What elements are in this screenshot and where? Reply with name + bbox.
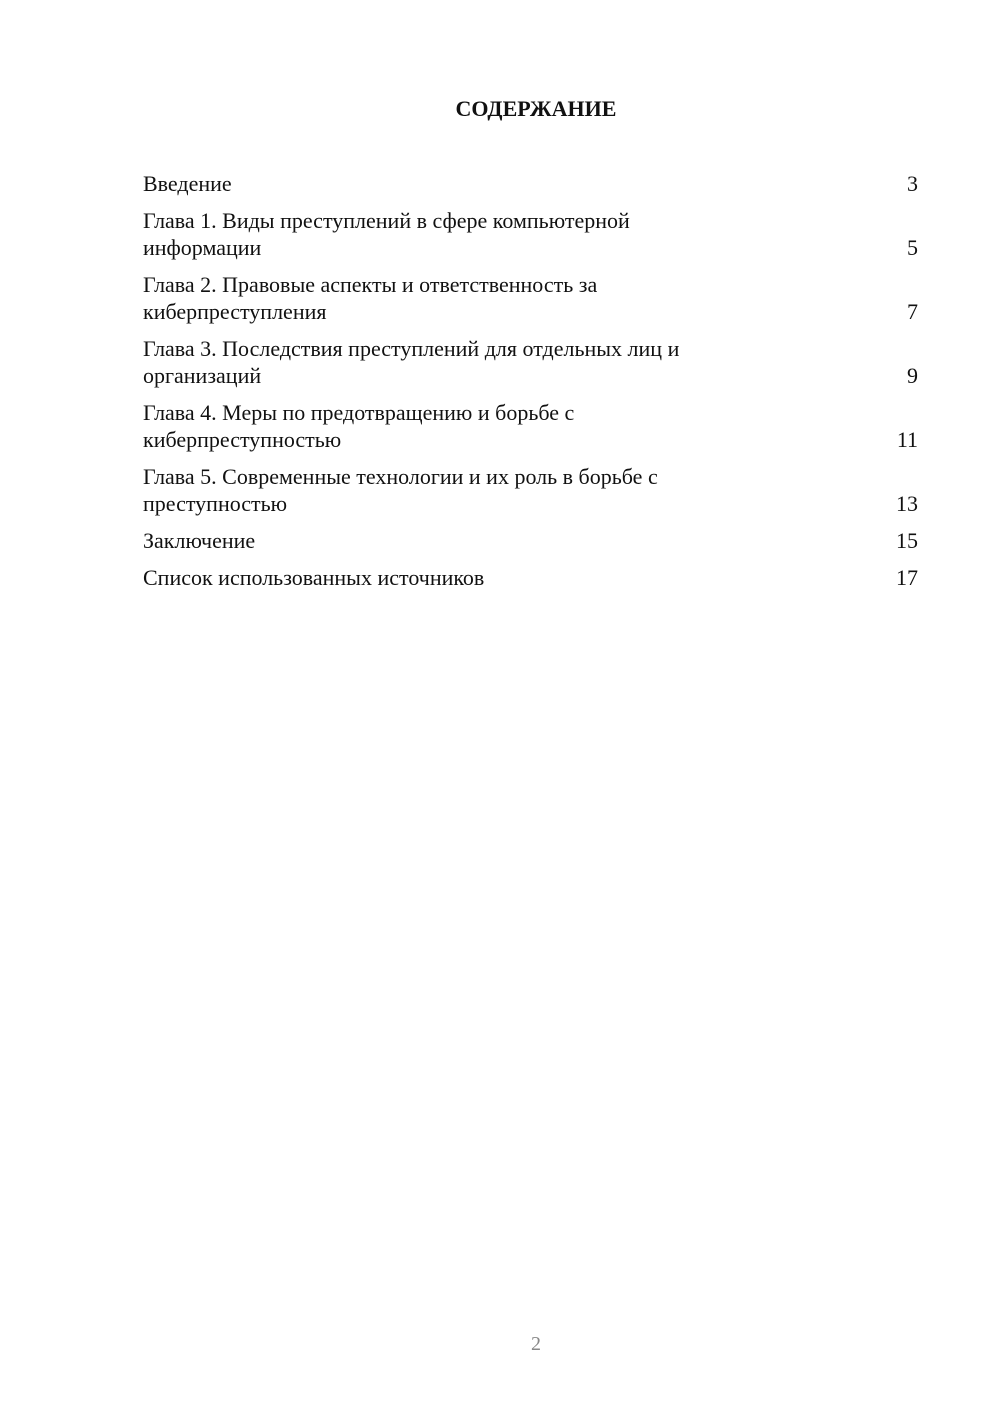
toc-entry-line: организаций [143,363,262,388]
toc-entry-line: Глава 5. Современные технологии и их роль в борьбе с [143,464,658,489]
toc-entry-title [143,207,630,261]
toc-entry-page: 13 [896,491,918,516]
toc-entry-line: Заключение [143,528,256,553]
toc-entry [143,527,918,554]
toc-entry-line: Список использованных источников [143,565,485,590]
toc-entry [143,399,918,453]
toc-entry-title [143,463,658,517]
table-of-contents [143,170,918,601]
toc-entry-line: Введение [143,171,232,196]
toc-entry [143,335,918,389]
page-number: 2 [531,1333,541,1355]
toc-entry-page: 5 [907,235,918,260]
toc-entry-line: преступностью [143,491,288,516]
toc-entry-line: киберпреступностью [143,427,342,452]
toc-entry [143,271,918,325]
toc-entry-title [143,170,232,197]
toc-entry-page: 11 [896,427,918,452]
toc-entry [143,564,918,591]
toc-entry-page: 7 [907,299,918,324]
toc-entry-title [143,271,597,325]
toc-entry-page: 15 [896,528,918,553]
toc-entry-line: Глава 4. Меры по предотвращению и борьбе с [143,400,575,425]
toc-entry-line: Глава 2. Правовые аспекты и ответственность за [143,272,598,297]
toc-entry-page: 9 [907,363,918,388]
toc-entry-line: киберпреступления [143,299,327,324]
toc-entry-line: информации [143,235,262,260]
toc-entry [143,170,918,197]
page-title: СОДЕРЖАНИЕ [455,96,617,121]
toc-entry-title [143,399,574,453]
toc-entry-title [143,335,679,389]
toc-entry [143,207,918,261]
toc-entry [143,463,918,517]
toc-entry-page: 3 [907,171,918,196]
toc-entry-title [143,564,484,591]
toc-entry-page: 17 [896,565,918,590]
toc-entry-line: Глава 1. Виды преступлений в сфере компьютерной [143,208,630,233]
toc-entry-line: Глава 3. Последствия преступлений для отдельных лиц и [143,336,680,361]
toc-entry-title [143,527,255,554]
